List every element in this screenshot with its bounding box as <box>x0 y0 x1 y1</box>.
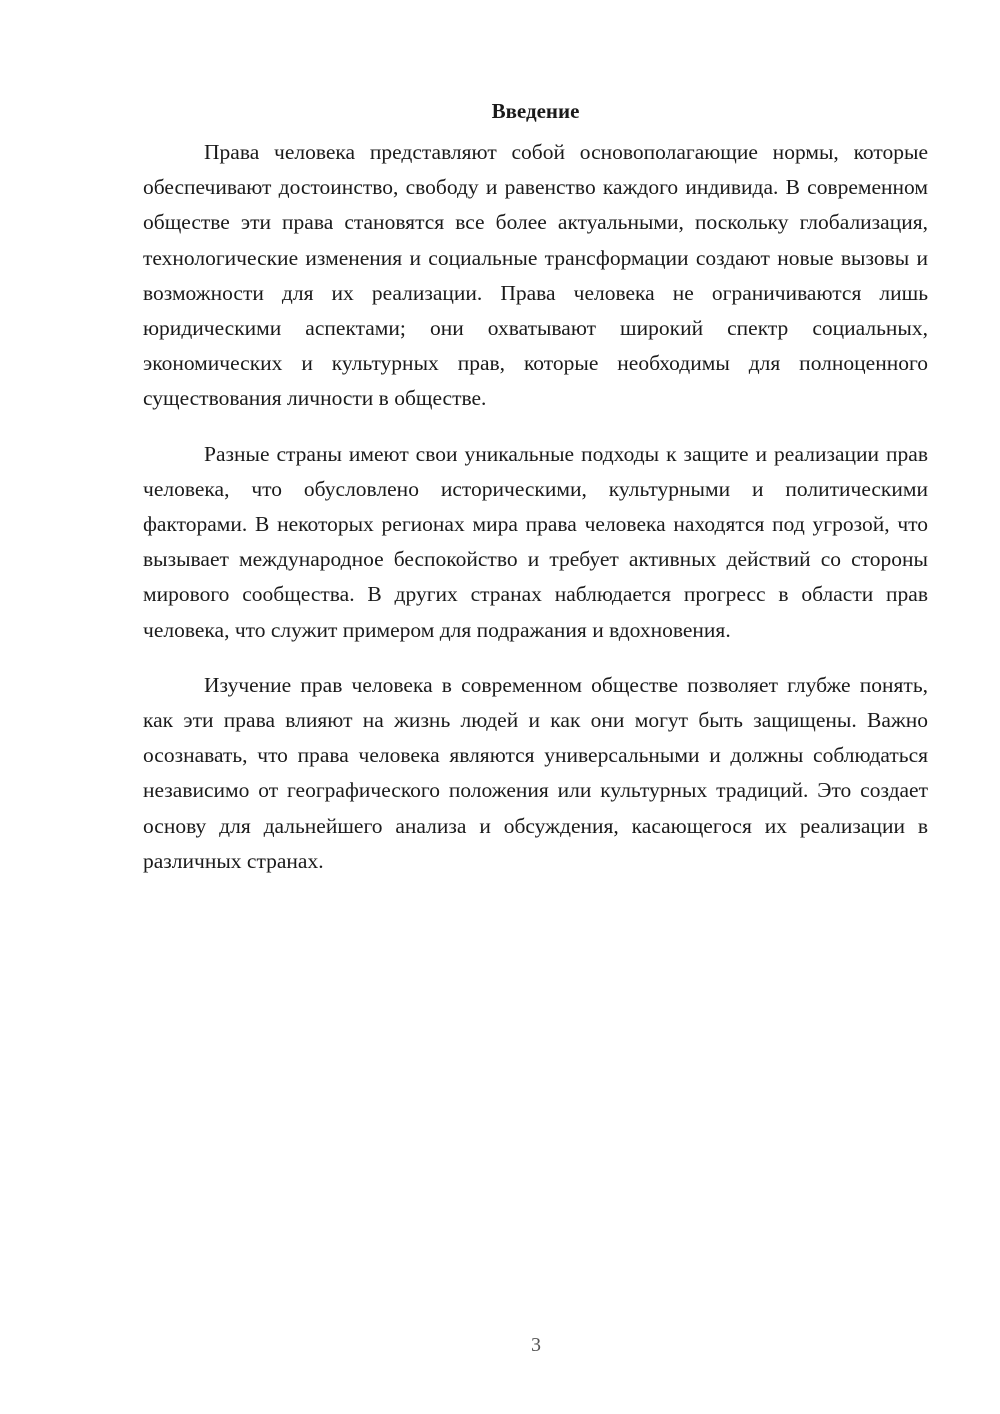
page-content <box>143 96 928 899</box>
section-title: Введение <box>491 99 580 123</box>
paragraph-1: Права человека представляют собой основополагающие нормы, которые обеспечивают достоинство, свободу и равенство каждого индивида. В современном обществе эти права становятся все более актуальными, поскольку глобализация, технологические изменения и социальные трансформации создают новые вызовы и возможности для их реализации. Права человека не ограничиваются лишь юридическими аспектами; они охватывают широкий спектр социальных, экономических и культурных прав, которые необходимы для полноценного существования личности в обществе. <box>143 140 928 411</box>
paragraph-3: Изучение прав человека в современном обществе позволяет глубже понять, как эти права влияют на жизнь людей и как они могут быть защищены. Важно осознавать, что права человека являются универсальными и должны соблюдаться независимо от географического положения или культурных традиций. Это создает основу для дальнейшего анализа и обсуждения, касающегося их реализации в различных странах. <box>143 672 928 873</box>
paragraph-2: Разные страны имеют свои уникальные подходы к защите и реализации прав человека, что обусловлено историческими, культурными и политическими факторами. В некоторых регионах мира права человека находятся под угрозой, что вызывает международное беспокойство и требует активных действий со стороны мирового сообщества. В других странах наблюдается прогресс в области прав человека, что служит примером для подражания и вдохновения. <box>143 441 928 642</box>
page-number: 3 <box>531 1334 541 1356</box>
